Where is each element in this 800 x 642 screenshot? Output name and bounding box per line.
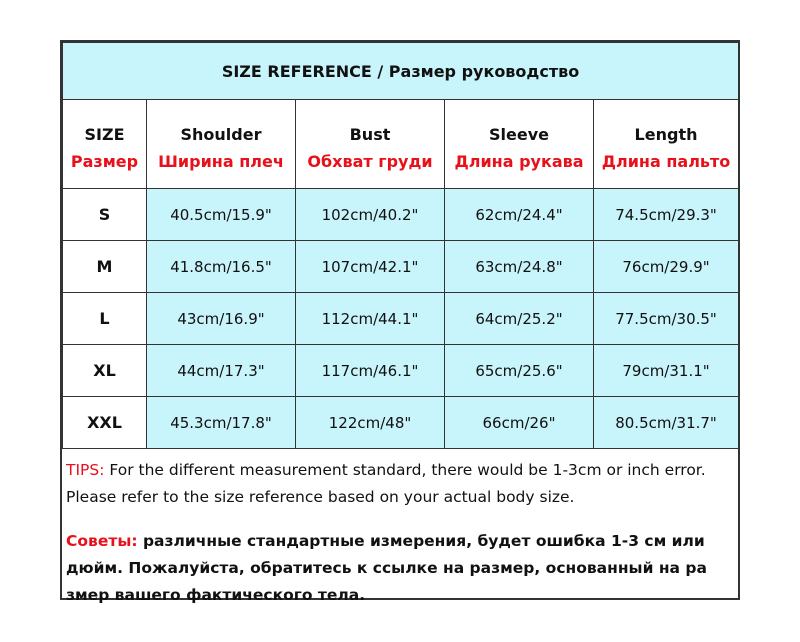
sleeve-cell: 62cm/24.4": [445, 189, 594, 241]
bust-cell: 122cm/48": [296, 397, 445, 449]
header-length-ru: Длина пальто: [594, 148, 739, 189]
length-cell: 80.5cm/31.7": [594, 397, 739, 449]
tips-ru: [66, 528, 734, 609]
size-cell: XXL: [63, 397, 147, 449]
header-bust-ru: Обхват груди: [296, 148, 445, 189]
tips-ru-label: Советы:: [66, 532, 138, 550]
sleeve-cell: 65cm/25.6": [445, 345, 594, 397]
header-sleeve-ru: Длина рукава: [445, 148, 594, 189]
bust-cell: 112cm/44.1": [296, 293, 445, 345]
shoulder-cell: 44cm/17.3": [147, 345, 296, 397]
size-cell: M: [63, 241, 147, 293]
size-cell: XL: [63, 345, 147, 397]
header-shoulder-ru: Ширина плеч: [147, 148, 296, 189]
table-row: [63, 397, 739, 449]
header-row-ru: [63, 148, 739, 189]
table-row: [63, 189, 739, 241]
header-shoulder: Shoulder: [147, 100, 296, 149]
bust-cell: 107cm/42.1": [296, 241, 445, 293]
bust-cell: 117cm/46.1": [296, 345, 445, 397]
size-cell: S: [63, 189, 147, 241]
table-row: [63, 241, 739, 293]
size-chart: [60, 40, 740, 604]
sleeve-cell: 64cm/25.2": [445, 293, 594, 345]
shoulder-cell: 43cm/16.9": [147, 293, 296, 345]
length-cell: 77.5cm/30.5": [594, 293, 739, 345]
title-row: [63, 43, 739, 100]
shoulder-cell: 45.3cm/17.8": [147, 397, 296, 449]
table-row: [63, 293, 739, 345]
notes-section: [62, 449, 738, 609]
header-size-ru: Размер: [63, 148, 147, 189]
tips-ru-text: различные стандартные измерения, будет ошибка 1-3 см или дюйм. Пожалуйста, обратитесь к ссылке на размер, основанный на ра змер вашего фактического тела.: [66, 532, 707, 604]
sleeve-cell: 63cm/24.8": [445, 241, 594, 293]
shoulder-cell: 40.5cm/15.9": [147, 189, 296, 241]
header-bust: Bust: [296, 100, 445, 149]
tips-en: [66, 457, 734, 511]
length-cell: 79cm/31.1": [594, 345, 739, 397]
length-cell: 76cm/29.9": [594, 241, 739, 293]
table-title: SIZE REFERENCE / Размер руководство: [63, 43, 739, 100]
size-cell: L: [63, 293, 147, 345]
tips-label: TIPS:: [66, 461, 105, 479]
header-size: SIZE: [63, 100, 147, 149]
header-sleeve: Sleeve: [445, 100, 594, 149]
header-row-en: [63, 100, 739, 149]
shoulder-cell: 41.8cm/16.5": [147, 241, 296, 293]
tips-text: For the different measurement standard, there would be 1-3cm or inch error. Please refer to the size reference based on your actual body size.: [66, 461, 706, 506]
sleeve-cell: 66cm/26": [445, 397, 594, 449]
table-row: [63, 345, 739, 397]
size-table: [62, 42, 739, 449]
length-cell: 74.5cm/29.3": [594, 189, 739, 241]
bust-cell: 102cm/40.2": [296, 189, 445, 241]
header-length: Length: [594, 100, 739, 149]
